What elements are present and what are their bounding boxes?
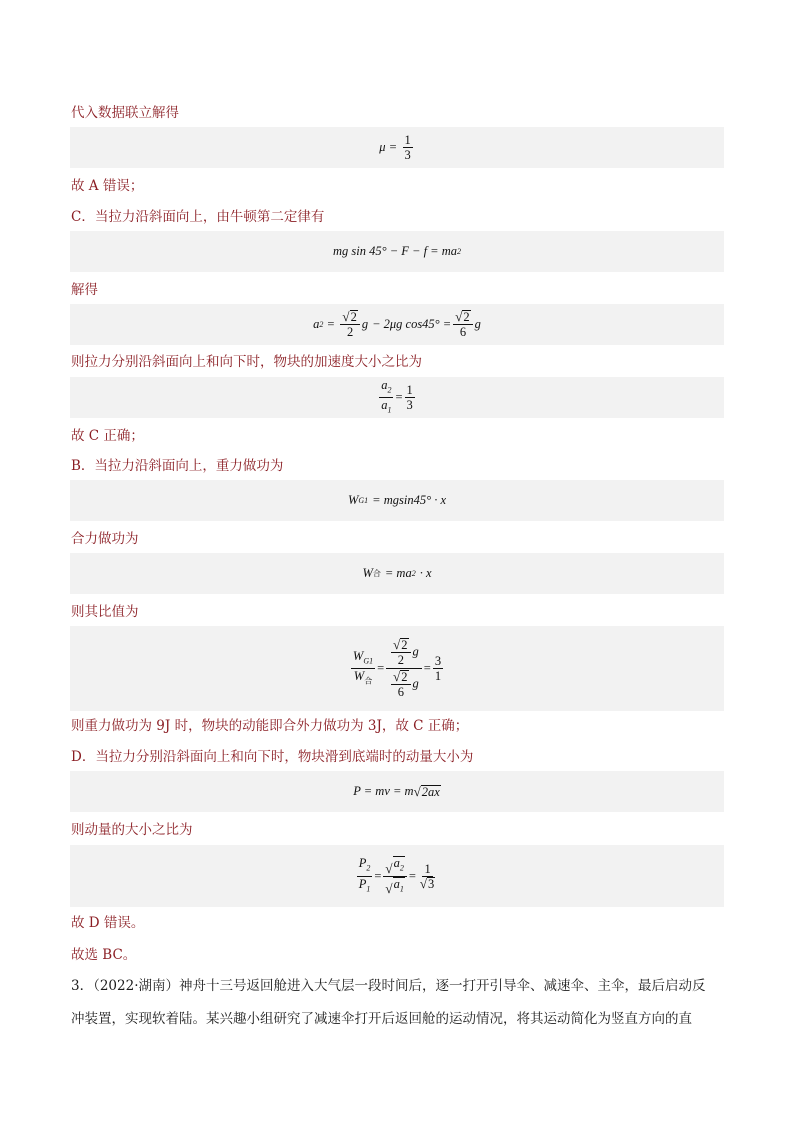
text-line: 则重力做功为 9J 时，物块的动能即合外力做功为 3J，故 C 正确； <box>71 718 469 734</box>
text-line: D．当拉力分别沿斜面向上和向下时，物块滑到底端时的动量大小为 <box>71 749 474 765</box>
formula-mu: μ = $\frac{1}{3}$ <box>70 127 724 168</box>
question-text: 3．（2022·湖南）神舟十三号返回舱进入大气层一段时间后，逐一打开引导伞、减速伞、主伞，最后启动反 <box>71 978 706 994</box>
formula-work-ratio: $\frac{W_{G1}}{W_合}$ = √ 2 2 g √ 2 6 g = $\frac{3}{1}$ <box>70 626 724 711</box>
text-line: 则拉力分别沿斜面向上和向下时，物块的加速度大小之比为 <box>71 354 422 370</box>
text-line: 解得 <box>71 282 98 298</box>
formula-newton: mg sin 45° − F − f = ma 2 <box>70 231 724 272</box>
text-line: 故选 BC。 <box>71 947 137 963</box>
text-line: 代入数据联立解得 <box>71 105 179 121</box>
text-line: 则动量的大小之比为 <box>71 822 193 838</box>
formula-momentum-ratio: $\frac{P_2}{P_1}$ = √ $a_2$ √ $a_1$ = 1 √ 3 <box>70 845 724 907</box>
formula-momentum: P = mv = m √ 2ax <box>70 771 724 812</box>
text-line: 故 A 错误； <box>71 178 144 194</box>
formula-gravity-work: W G1 = mgsin45° · x <box>70 480 724 521</box>
text-line: B．当拉力沿斜面向上，重力做功为 <box>71 458 284 474</box>
formula-accel-ratio: $\frac{a_2}{a_1}$ = $\frac{1}{3}$ <box>70 377 724 418</box>
text-line: 故 C 正确； <box>71 428 144 444</box>
formula-acceleration: a 2 = √ 2 2 g − 2μg cos45° = √ 2 6 g <box>70 304 724 345</box>
text-line: 合力做功为 <box>71 531 139 547</box>
text-line: C．当拉力沿斜面向上，由牛顿第二定律有 <box>71 209 325 225</box>
text-line: 则其比值为 <box>71 604 139 620</box>
text-line: 故 D 错误。 <box>71 915 145 931</box>
formula-net-work: W 合 = ma 2 · x <box>70 553 724 594</box>
question-text: 冲装置，实现软着陆。某兴趣小组研究了减速伞打开后返回舱的运动情况，将其运动简化为竖直方向的直 <box>71 1011 692 1027</box>
